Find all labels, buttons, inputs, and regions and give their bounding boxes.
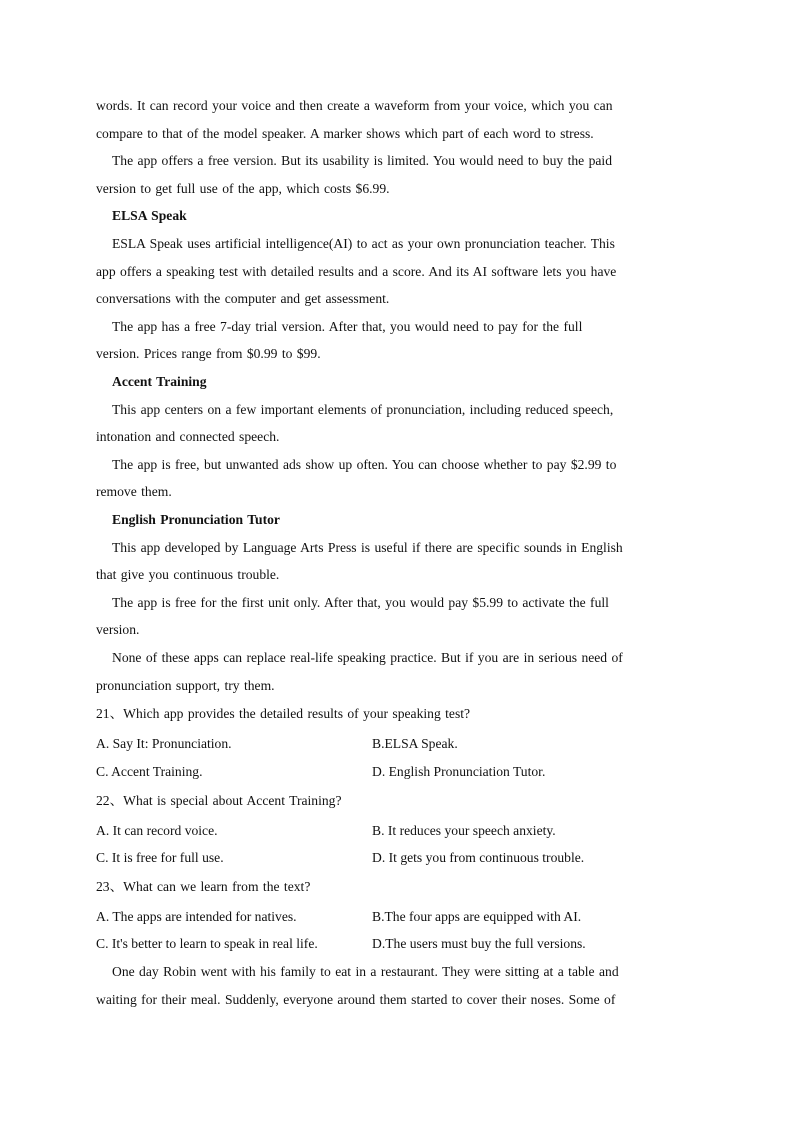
passage-line: This app centers on a few important elements of pronunciation, including reduced speech,	[112, 402, 614, 417]
option-b: B.The four apps are equipped with AI.	[372, 909, 582, 924]
option-c: C. It is free for full use.	[96, 850, 224, 865]
option-a: A. The apps are intended for natives.	[96, 909, 297, 924]
passage-line: version. Prices range from $0.99 to $99.	[96, 346, 321, 361]
passage-line: waiting for their meal. Suddenly, everyone around them started to cover their noses. Some of	[96, 992, 616, 1007]
passage-line: None of these apps can replace real-life speaking practice. But if you are in serious need of	[112, 650, 623, 665]
option-c: C. It's better to learn to speak in real life.	[96, 936, 318, 951]
passage-line: ESLA Speak uses artificial intelligence(AI) to act as your own pronunciation teacher. This	[112, 236, 615, 251]
option-d: D.The users must buy the full versions.	[372, 936, 586, 951]
option-a: A. Say It: Pronunciation.	[96, 736, 232, 751]
passage-line: One day Robin went with his family to eat in a restaurant. They were sitting at a table and	[112, 964, 619, 979]
passage-line: version.	[96, 622, 140, 637]
passage-line: The app offers a free version. But its usability is limited. You would need to buy the paid	[112, 153, 613, 168]
option-d: D. English Pronunciation Tutor.	[372, 764, 546, 779]
section-heading-elsa-speak: ELSA Speak	[112, 208, 187, 223]
option-b: B.ELSA Speak.	[372, 736, 458, 751]
passage-line: words. It can record your voice and then create a waveform from your voice, which you can	[96, 98, 613, 113]
passage-line: The app is free for the first unit only. After that, you would pay $5.99 to activate the full	[112, 595, 609, 610]
passage-line: intonation and connected speech.	[96, 429, 280, 444]
question-stem: 21、Which app provides the detailed results of your speaking test?	[96, 706, 471, 721]
passage-line: that give you continuous trouble.	[96, 567, 280, 582]
passage-line: This app developed by Language Arts Press is useful if there are specific sounds in English	[112, 540, 623, 555]
passage-line: version to get full use of the app, which costs $6.99.	[96, 181, 390, 196]
passage-line: pronunciation support, try them.	[96, 678, 275, 693]
option-c: C. Accent Training.	[96, 764, 203, 779]
section-heading-accent-training: Accent Training	[112, 374, 207, 389]
question-stem: 23、What can we learn from the text?	[96, 879, 311, 894]
question-stem: 22、What is special about Accent Training?	[96, 793, 342, 808]
option-a: A. It can record voice.	[96, 823, 218, 838]
passage-line: remove them.	[96, 484, 172, 499]
option-d: D. It gets you from continuous trouble.	[372, 850, 585, 865]
section-heading-english-pronunciation-tutor: English Pronunciation Tutor	[112, 512, 280, 527]
passage-line: The app is free, but unwanted ads show up often. You can choose whether to pay $2.99 to	[112, 457, 617, 472]
passage-line: The app has a free 7-day trial version. After that, you would need to pay for the full	[112, 319, 583, 334]
passage-line: conversations with the computer and get assessment.	[96, 291, 390, 306]
option-b: B. It reduces your speech anxiety.	[372, 823, 556, 838]
passage-line: compare to that of the model speaker. A marker shows which part of each word to stress.	[96, 126, 594, 141]
passage-line: app offers a speaking test with detailed results and a score. And its AI software lets you have	[96, 264, 617, 279]
